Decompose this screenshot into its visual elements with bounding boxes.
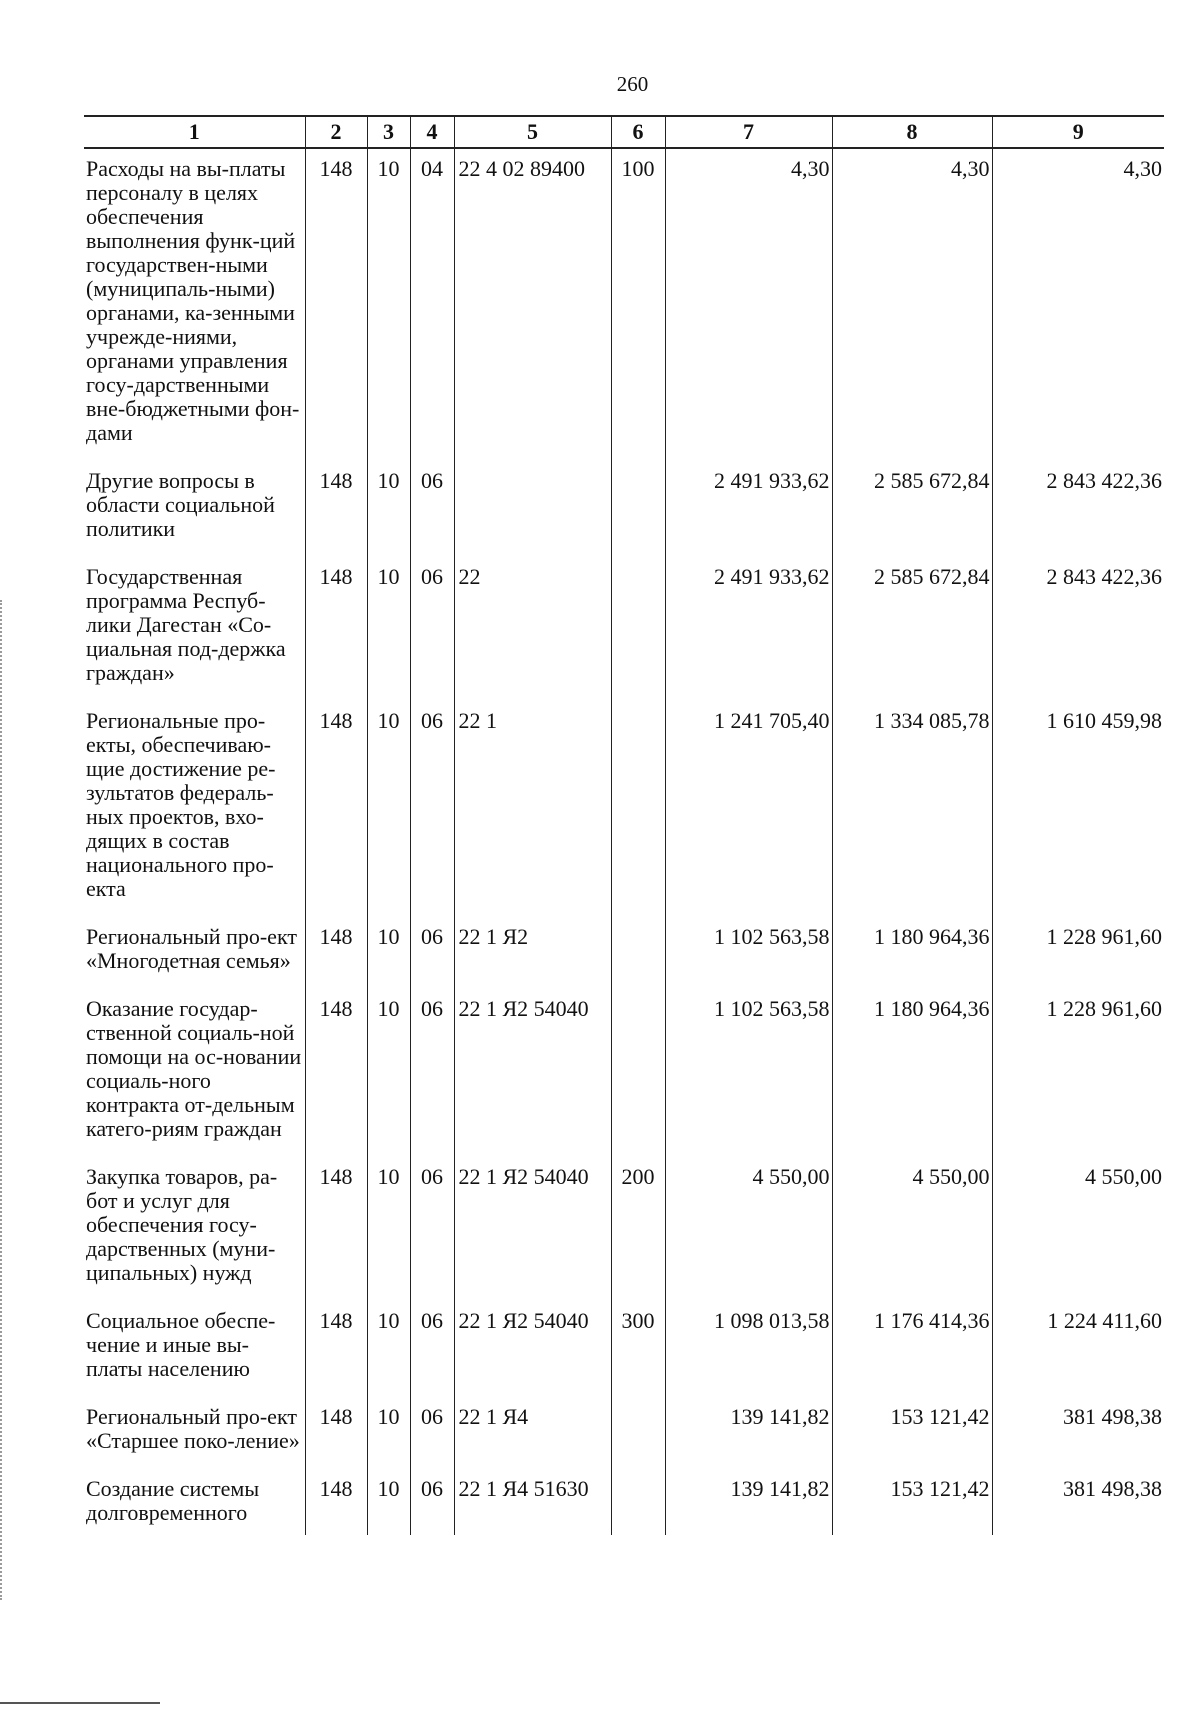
amount-year-3: 381 498,38 — [992, 1397, 1164, 1469]
amount-year-3: 2 843 422,36 — [992, 557, 1164, 701]
column-header: 9 — [992, 116, 1164, 148]
code-ministry: 148 — [305, 1469, 367, 1535]
table-row — [84, 1397, 1164, 1469]
amount-year-1: 1 102 563,58 — [665, 917, 832, 989]
table-row — [84, 989, 1164, 1157]
code-expense-type — [611, 701, 665, 917]
code-ministry: 148 — [305, 917, 367, 989]
amount-year-1: 4,30 — [665, 148, 832, 461]
amount-year-1: 1 098 013,58 — [665, 1301, 832, 1397]
column-header: 8 — [832, 116, 992, 148]
amount-year-1: 2 491 933,62 — [665, 557, 832, 701]
code-expense-type — [611, 461, 665, 557]
table-row — [84, 1301, 1164, 1397]
amount-year-1: 139 141,82 — [665, 1397, 832, 1469]
code-expense-type — [611, 989, 665, 1157]
code-subsection: 06 — [410, 1157, 454, 1301]
budget-table — [84, 115, 1164, 1535]
column-header: 3 — [367, 116, 410, 148]
code-section: 10 — [367, 917, 410, 989]
code-ministry: 148 — [305, 557, 367, 701]
code-target-article: 22 — [454, 557, 611, 701]
row-description: Оказание государ-ственной социаль-ной помощи на ос-новании социаль-ного контракта от-дельным катего-риям граждан — [86, 996, 302, 1141]
table-row — [84, 701, 1164, 917]
table-row — [84, 557, 1164, 701]
amount-year-2: 4,30 — [832, 148, 992, 461]
code-subsection: 04 — [410, 148, 454, 461]
code-ministry: 148 — [305, 461, 367, 557]
amount-year-2: 1 180 964,36 — [832, 989, 992, 1157]
code-section: 10 — [367, 1397, 410, 1469]
table-row — [84, 1469, 1164, 1535]
row-description: Региональный про-ект «Старшее поко-ление» — [86, 1404, 300, 1453]
code-expense-type — [611, 1469, 665, 1535]
code-section: 10 — [367, 461, 410, 557]
page-number: 260 — [616, 72, 649, 96]
code-subsection: 06 — [410, 1397, 454, 1469]
code-section: 10 — [367, 701, 410, 917]
code-target-article — [454, 461, 611, 557]
row-description: Государственная программа Респуб-лики Дагестан «Со-циальная под-держка граждан» — [86, 564, 286, 685]
column-header: 4 — [410, 116, 454, 148]
amount-year-2: 2 585 672,84 — [832, 557, 992, 701]
code-ministry: 148 — [305, 148, 367, 461]
table-row — [84, 1157, 1164, 1301]
amount-year-2: 4 550,00 — [832, 1157, 992, 1301]
amount-year-3: 2 843 422,36 — [992, 461, 1164, 557]
column-header: 2 — [305, 116, 367, 148]
code-section: 10 — [367, 1301, 410, 1397]
column-header: 7 — [665, 116, 832, 148]
amount-year-3: 1 228 961,60 — [992, 989, 1164, 1157]
table-row — [84, 461, 1164, 557]
code-subsection: 06 — [410, 1469, 454, 1535]
amount-year-2: 153 121,42 — [832, 1469, 992, 1535]
code-expense-type: 200 — [611, 1157, 665, 1301]
row-description: Закупка товаров, ра-бот и услуг для обеспечения госу-дарственных (муни-ципальных) нужд — [86, 1164, 278, 1285]
table-header-row — [84, 116, 1164, 148]
code-subsection: 06 — [410, 461, 454, 557]
row-description: Другие вопросы в области социальной политики — [86, 468, 275, 541]
code-ministry: 148 — [305, 989, 367, 1157]
code-subsection: 06 — [410, 989, 454, 1157]
code-target-article: 22 1 Я4 51630 — [454, 1469, 611, 1535]
code-target-article: 22 4 02 89400 — [454, 148, 611, 461]
scan-margin-artifact — [0, 600, 4, 1600]
column-header: 1 — [84, 116, 305, 148]
amount-year-3: 381 498,38 — [992, 1469, 1164, 1535]
amount-year-3: 1 224 411,60 — [992, 1301, 1164, 1397]
code-expense-type — [611, 1397, 665, 1469]
amount-year-2: 1 176 414,36 — [832, 1301, 992, 1397]
amount-year-1: 139 141,82 — [665, 1469, 832, 1535]
table-row — [84, 917, 1164, 989]
row-description: Региональный про-ект «Многодетная семья» — [86, 924, 297, 973]
code-target-article: 22 1 Я2 54040 — [454, 1301, 611, 1397]
amount-year-2: 2 585 672,84 — [832, 461, 992, 557]
row-description: Расходы на вы-платы персоналу в целях обеспечения выполнения функ-ций государствен-ными (муниципаль-ными) органами, ка-зенными учрежде-ниями, органами управления госу-дарственными вне-бюджетными фон-дами — [86, 156, 300, 445]
code-subsection: 06 — [410, 557, 454, 701]
row-description: Региональные про-екты, обеспечиваю-щие достижение ре-зультатов федераль-ных проектов, вхо-дящих в состав национального про-екта — [86, 708, 276, 901]
code-subsection: 06 — [410, 1301, 454, 1397]
code-ministry: 148 — [305, 1157, 367, 1301]
code-section: 10 — [367, 557, 410, 701]
scan-bottom-line — [0, 1702, 160, 1704]
amount-year-2: 1 334 085,78 — [832, 701, 992, 917]
row-description: Социальное обеспе-чение и иные вы-платы населению — [86, 1308, 276, 1381]
code-expense-type — [611, 917, 665, 989]
code-expense-type: 300 — [611, 1301, 665, 1397]
code-target-article: 22 1 — [454, 701, 611, 917]
code-subsection: 06 — [410, 701, 454, 917]
table-row — [84, 148, 1164, 461]
code-section: 10 — [367, 1157, 410, 1301]
amount-year-1: 1 241 705,40 — [665, 701, 832, 917]
amount-year-3: 1 610 459,98 — [992, 701, 1164, 917]
amount-year-1: 1 102 563,58 — [665, 989, 832, 1157]
code-section: 10 — [367, 989, 410, 1157]
code-expense-type: 100 — [611, 148, 665, 461]
amount-year-3: 4,30 — [992, 148, 1164, 461]
code-ministry: 148 — [305, 701, 367, 917]
column-header: 6 — [611, 116, 665, 148]
amount-year-1: 4 550,00 — [665, 1157, 832, 1301]
code-section: 10 — [367, 148, 410, 461]
amount-year-3: 4 550,00 — [992, 1157, 1164, 1301]
code-target-article: 22 1 Я2 54040 — [454, 989, 611, 1157]
code-expense-type — [611, 557, 665, 701]
amount-year-3: 1 228 961,60 — [992, 917, 1164, 989]
row-description: Создание системы долговременного — [86, 1476, 260, 1525]
amount-year-1: 2 491 933,62 — [665, 461, 832, 557]
code-ministry: 148 — [305, 1301, 367, 1397]
code-ministry: 148 — [305, 1397, 367, 1469]
amount-year-2: 1 180 964,36 — [832, 917, 992, 989]
code-target-article: 22 1 Я2 54040 — [454, 1157, 611, 1301]
amount-year-2: 153 121,42 — [832, 1397, 992, 1469]
code-target-article: 22 1 Я2 — [454, 917, 611, 989]
code-subsection: 06 — [410, 917, 454, 989]
code-section: 10 — [367, 1469, 410, 1535]
code-target-article: 22 1 Я4 — [454, 1397, 611, 1469]
column-header: 5 — [454, 116, 611, 148]
